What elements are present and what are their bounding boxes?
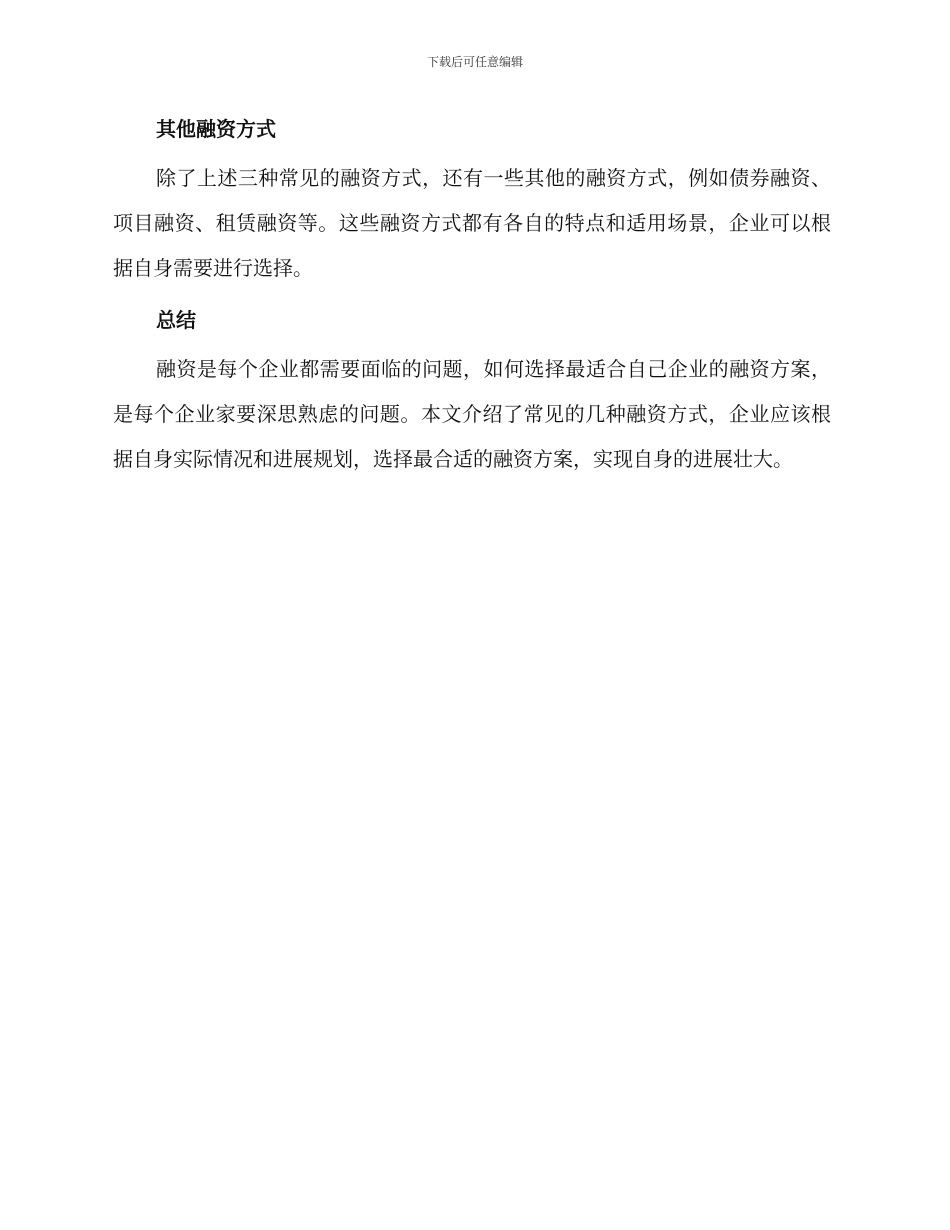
paragraph-other-financing: 除了上述三种常见的融资方式，还有一些其他的融资方式，例如债券融资、项目融资、租赁融资等。这些融资方式都有各自的特点和适用场景，企业可以根据自身需要进行选择。: [113, 166, 831, 280]
section-heading-other-financing: 其他融资方式: [156, 117, 276, 141]
paragraph-summary: 融资是每个企业都需要面临的问题，如何选择最适合自己企业的融资方案，是每个企业家要深思熟虑的问题。本文介绍了常见的几种融资方式，企业应该根据自身实际情况和进展规划，选择最合适的融资方案，实现自身的进展壮大。: [113, 357, 831, 471]
section-heading-summary: 总结: [156, 308, 196, 332]
document-body: [113, 113, 831, 482]
page-header: 下载后可任意编辑: [426, 55, 523, 69]
